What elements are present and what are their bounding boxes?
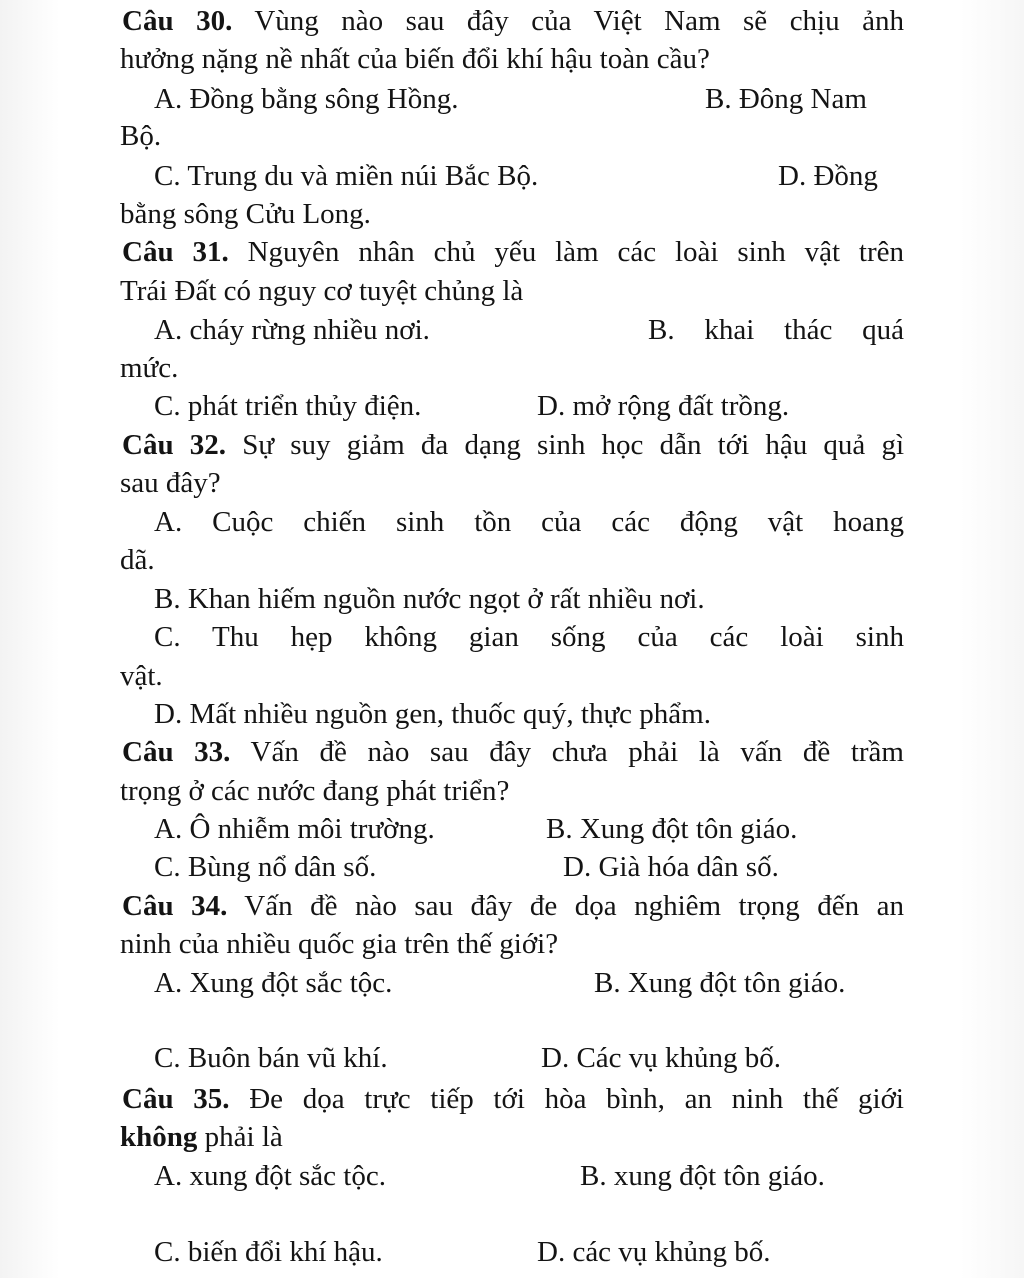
q34-option-b: B. Xung đột tôn giáo. <box>594 967 846 999</box>
q32-stem-text1: Sự suy giảm đa dạng sinh học dẫn tới hậu quả gì <box>242 429 905 461</box>
q30-option-d-part2: bằng sông Cửu Long. <box>120 198 371 230</box>
q31-stem-line1 <box>122 233 904 271</box>
q30-stem-line1 <box>122 2 904 40</box>
q31-stem-text1: Nguyên nhân chủ yếu làm các loài sinh vật trên <box>247 236 904 268</box>
q32-number: Câu 32. <box>122 429 227 461</box>
q33-option-c: C. Bùng nổ dân số. <box>154 851 377 883</box>
q30-number: Câu 30. <box>122 5 233 37</box>
q32-option-a-part1: A. Cuộc chiến sinh tồn của các động vật hoang <box>154 506 904 538</box>
q31-option-b-part2: mức. <box>120 352 179 384</box>
q34-option-a: A. Xung đột sắc tộc. <box>154 967 393 999</box>
q30-option-b-part1: B. Đông Nam <box>705 83 867 115</box>
q35-stem-bold: không <box>120 1121 198 1153</box>
q32-option-c-part2: vật. <box>120 660 163 692</box>
q32-option-d: D. Mất nhiều nguồn gen, thuốc quý, thực phẩm. <box>154 698 711 730</box>
q33-option-d: D. Già hóa dân số. <box>563 851 779 883</box>
q30-stem-line2: hưởng nặng nề nhất của biến đổi khí hậu toàn cầu? <box>120 43 710 75</box>
q35-option-b: B. xung đột tôn giáo. <box>580 1160 825 1192</box>
q34-stem-line1 <box>122 887 904 925</box>
q34-stem-text1: Vấn đề nào sau đây đe dọa nghiêm trọng đến an <box>244 890 904 922</box>
q35-option-d: D. các vụ khủng bố. <box>537 1236 771 1268</box>
q33-stem-text1: Vấn đề nào sau đây chưa phải là vấn đề trầm <box>250 736 904 768</box>
q32-option-c-part1: C. Thu hẹp không gian sống của các loài sinh <box>154 621 904 653</box>
q33-stem-line2: trọng ở các nước đang phát triển? <box>120 775 510 807</box>
q34-option-d: D. Các vụ khủng bố. <box>541 1042 782 1074</box>
q31-option-d: D. mở rộng đất trồng. <box>537 390 790 422</box>
q31-option-c: C. phát triển thủy điện. <box>154 390 422 422</box>
q33-number: Câu 33. <box>122 736 231 768</box>
q32-option-a-part2: dã. <box>120 544 155 576</box>
q35-stem-text1: Đe dọa trực tiếp tới hòa bình, an ninh thế giới <box>249 1083 904 1115</box>
q30-option-d-part1: D. Đồng <box>778 160 878 192</box>
q31-stem-line2: Trái Đất có nguy cơ tuyệt chủng là <box>120 275 524 307</box>
q30-option-c: C. Trung du và miền núi Bắc Bộ. <box>154 160 539 192</box>
q35-stem-rest: phải là <box>197 1121 283 1153</box>
q35-option-c: C. biến đổi khí hậu. <box>154 1236 383 1268</box>
q34-stem-line2: ninh của nhiều quốc gia trên thế giới? <box>120 928 559 960</box>
q30-stem-text1: Vùng nào sau đây của Việt Nam sẽ chịu ảnh <box>254 5 904 37</box>
q33-stem-line1 <box>122 733 904 771</box>
q33-option-b: B. Xung đột tôn giáo. <box>546 813 798 845</box>
q35-option-a: A. xung đột sắc tộc. <box>154 1160 386 1192</box>
q30-option-a: A. Đồng bằng sông Hồng. <box>154 83 459 115</box>
q30-option-b-part2: Bộ. <box>120 120 162 152</box>
q35-number: Câu 35. <box>122 1083 230 1115</box>
q32-option-b: B. Khan hiếm nguồn nước ngọt ở rất nhiều nơi. <box>154 583 705 615</box>
q32-stem-line1 <box>122 426 904 464</box>
q34-number: Câu 34. <box>122 890 228 922</box>
q34-option-c: C. Buôn bán vũ khí. <box>154 1042 388 1074</box>
q31-option-a: A. cháy rừng nhiều nơi. <box>154 314 430 346</box>
q31-option-b-part1: B. khai thác quá <box>648 314 904 346</box>
q35-stem-line2 <box>120 1118 283 1156</box>
q32-stem-line2: sau đây? <box>120 467 221 499</box>
q35-stem-line1 <box>122 1080 904 1118</box>
q33-option-a: A. Ô nhiễm môi trường. <box>154 813 435 845</box>
q31-number: Câu 31. <box>122 236 229 268</box>
